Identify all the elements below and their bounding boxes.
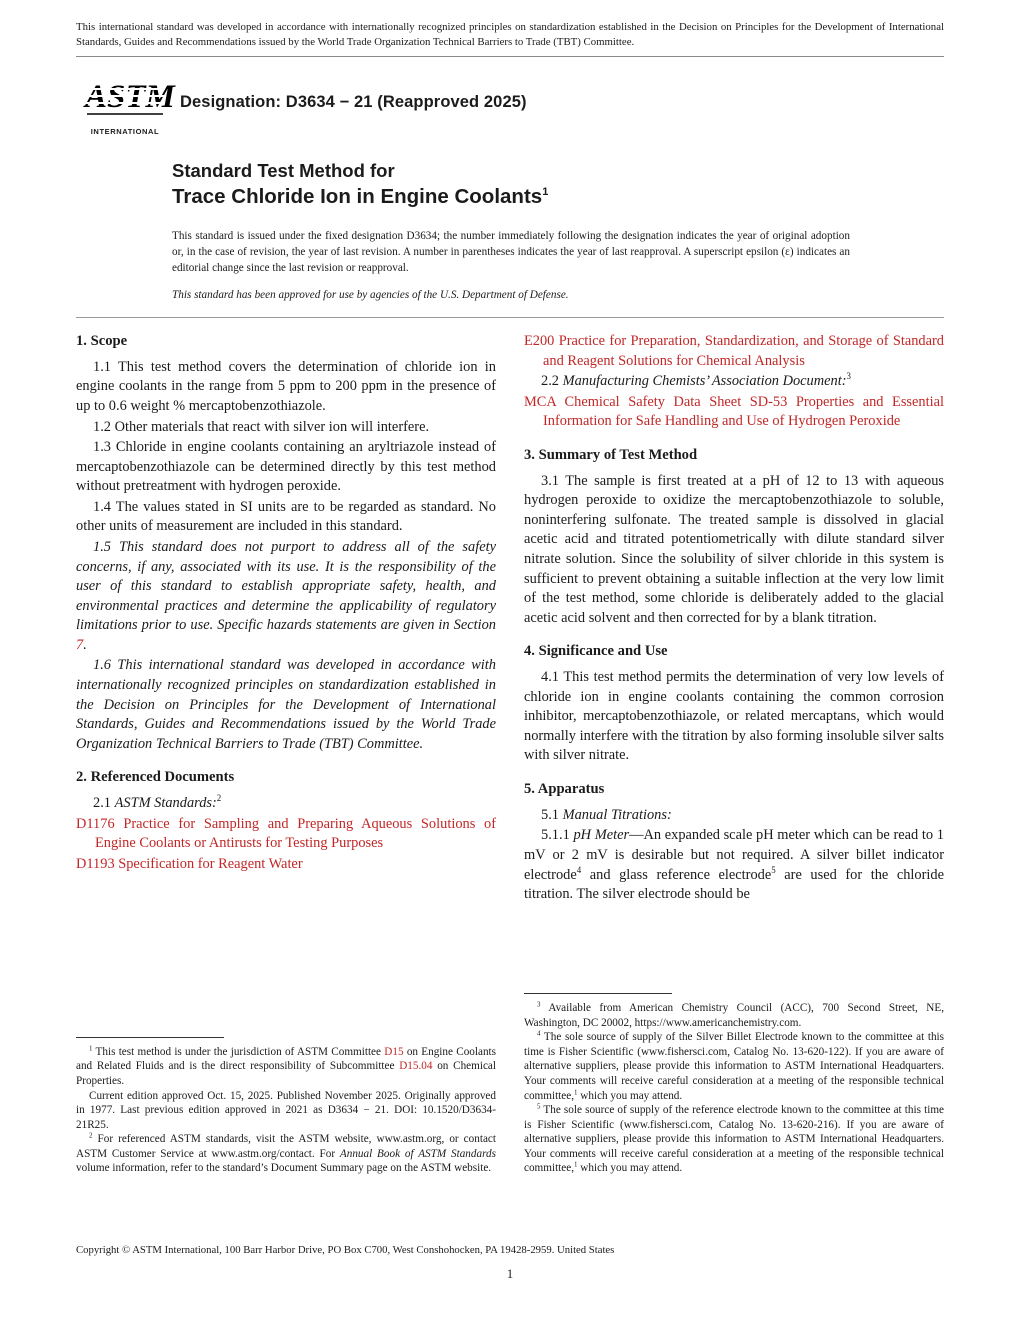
top-disclaimer: This international standard was developed in accordance with internationally recognized principles on standardization established in the Decision on Principles for the Development of International Standards, Guides and Recommendations issued by the World Trade Organization Technical Barriers to Trade (TBT) Committee.: [76, 21, 944, 49]
section-5-heading: 5. Apparatus: [524, 781, 605, 798]
para-2-2: [524, 372, 944, 392]
footnote-4-text-a: The sole source of supply of the Silver Billet Electrode known to the committee at this time is Fisher Scientific (www.fishersci.com, Catalog No. 13-620-122). If you are aware of alternative suppliers, please provide this information to ASTM International Headquarters. Your comments will receive careful consideration at a meeting of the responsible technical committee,: [524, 1031, 944, 1102]
left-column-main: [76, 330, 496, 876]
para-2-2-title: Manufacturing Chemists’ Association Document:: [562, 373, 847, 390]
para-1-4: 1.4 The values stated in SI units are to be regarded as standard. No other units of measurement are included in this standard.: [76, 498, 496, 535]
subcommittee-d15-04-link[interactable]: D15.04: [399, 1060, 433, 1073]
footnote-3-marker: 3: [537, 1000, 541, 1009]
para-1-1: 1.1 This test method covers the determination of chloride ion in engine coolants in the range from 5 ppm to 200 ppm in the presence of up to 0.6 weight % mercaptobenzothiazole.: [76, 358, 496, 414]
astm-logo: [84, 69, 175, 137]
footnote-2-marker: 2: [89, 1131, 93, 1140]
para-5-1-1-text-a: —An expanded scale pH meter which can be read to 1 mV or 2 mV is desirable but not required. A silver billet indicator electrode: [524, 827, 945, 883]
footnote-2-text-a: For referenced ASTM standards, visit the ASTM website, www.astm.org, or contact ASTM Customer Service at www.astm.org/contact. For: [76, 1133, 496, 1160]
ref-mca-link[interactable]: MCA Chemical Safety Data Sheet SD-53 Properties and Essential Information for Safe Handling and Use of Hydrogen Peroxide: [524, 393, 944, 430]
para-2-1-num: 2.1: [93, 795, 115, 812]
footnote-2-book-title: Annual Book of ASTM Standards: [339, 1147, 496, 1160]
para-4-1: 4.1 This test method permits the determination of very low levels of chloride ion in engine coolants containing the common corrosion inhibitor, mercaptobenzothiazole, or related mercaptans, which would normally interfere with the titration by also forming insoluble silver salts with silver nitrate.: [524, 669, 944, 764]
para-1-5-end: .: [83, 636, 87, 653]
section-7-link[interactable]: 7: [76, 636, 84, 653]
para-5-1-num: 5.1: [541, 806, 563, 823]
para-1-5: [76, 538, 496, 655]
footnote-1-text-a: This test method is under the jurisdiction of ASTM Committee: [92, 1045, 385, 1058]
footnote-rule-left: [76, 1037, 224, 1038]
footnotes-right: [524, 993, 944, 1176]
footnote-4-text-b: which you may attend.: [577, 1089, 683, 1102]
footnote-5-text-a: The sole source of supply of the reference electrode known to the committee at this time is Fisher Scientific (www.fishersci.com, Catalog No. 13-620-216). If you are aware of alternative suppliers, please provide this information to ASTM International Headquarters. Your comments will receive careful consideration at a meeting of the responsible technical committee,: [524, 1104, 944, 1175]
footnote-1-text-c: on Chemical Properties.: [76, 1060, 496, 1087]
footnote-3-text: Available from American Chemistry Council (ACC), 700 Second Street, NE, Washington, DC 20002, https://www.americanchemistry.com.: [524, 1002, 944, 1029]
ref-d1193-link[interactable]: D1193 Specification for Reagent Water: [76, 855, 303, 872]
section-3-heading: 3. Summary of Test Method: [524, 446, 698, 463]
right-column-main: [524, 330, 944, 906]
ref-d1176-link[interactable]: D1176 Practice for Sampling and Preparing Aqueous Solutions of Engine Coolants or Antirusts for Testing Purposes: [76, 815, 496, 852]
svg-text:ASTM: ASTM: [85, 79, 175, 116]
footnote-4: [524, 1030, 944, 1103]
footnote-rule-right: [524, 993, 672, 994]
designation-value: D3634 − 21 (Reapproved 2025): [281, 93, 527, 112]
copyright-line: Copyright © ASTM International, 100 Barr Harbor Drive, PO Box C700, West Conshohocken, PA 19428-2959. United States: [76, 1244, 615, 1256]
footnote-5-inner-ref: 1: [574, 1160, 578, 1169]
document-title-line1: Standard Test Method for: [172, 160, 395, 182]
para-2-2-footnote-ref: 3: [846, 371, 851, 382]
footnote-4-ref: 4: [576, 864, 582, 875]
footnote-1-text-b: on Engine Coolants and Related Fluids and is the direct responsibility of Subcommittee: [76, 1045, 497, 1073]
para-1-2: 1.2 Other materials that react with silver ion will interfere.: [93, 418, 430, 435]
footnote-1: [76, 1045, 496, 1089]
para-2-1-footnote-ref: 2: [216, 793, 222, 804]
para-5-1-1-term: pH Meter: [573, 827, 630, 844]
footnote-4-marker: 4: [537, 1029, 541, 1038]
footnote-5-ref: 5: [771, 864, 776, 875]
page-number: 1: [506, 1267, 514, 1281]
para-2-1: [76, 794, 496, 814]
issuance-note: This standard is issued under the fixed designation D3634; the number immediately following the designation indicates the year of original adoption or, in the case of revision, the year of last revision. A number in parentheses indicates the year of last reapproval. A superscript epsilon (ε) indicates an editorial change since the last revision or reapproval.: [172, 230, 850, 275]
para-2-1-title: ASTM Standards:: [114, 795, 217, 812]
ref-e200-link[interactable]: E200 Practice for Preparation, Standardization, and Storage of Standard and Reagent Solutions for Chemical Analysis: [524, 332, 944, 369]
footnote-1-edition: Current edition approved Oct. 15, 2025. Published November 2025. Originally approved in 1977. Last previous edition approved in 2021 as D3634 − 21. DOI: 10.1520/D3634-21R25.: [76, 1089, 496, 1131]
right-column: [524, 330, 944, 1176]
para-2-2-num: 2.2: [541, 373, 563, 390]
footnote-5: [524, 1103, 944, 1176]
document-title-line2: [172, 185, 944, 209]
two-column-body: [0, 318, 1020, 1176]
designation: [180, 93, 527, 112]
section-2-heading: 2. Referenced Documents: [76, 769, 235, 786]
title-block: [0, 136, 1020, 209]
left-column: [76, 330, 496, 1176]
para-5-1-title: Manual Titrations:: [562, 806, 672, 823]
astm-logo-mark: [85, 69, 175, 121]
para-1-6: 1.6 This international standard was developed in accordance with internationally recognized principles on standardization established in the Decision on Principles for the Development of International Standards, Guides and Recommendations issued by the World Trade Organization Technical Barriers to Trade (TBT) Committee.: [76, 657, 496, 752]
footnote-1-marker: 1: [89, 1044, 93, 1053]
committee-d15-link[interactable]: D15: [384, 1045, 404, 1058]
footnote-3: [524, 1001, 944, 1030]
para-5-1-1-text-c: are used for the chloride titration. The silver electrode should be: [524, 866, 944, 903]
document-title-text: Trace Chloride Ion in Engine Coolants: [172, 185, 543, 209]
para-5-1-1: [524, 826, 944, 904]
footnote-4-inner-ref: 1: [574, 1087, 578, 1096]
designation-label: Designation:: [180, 93, 282, 112]
para-5-1-1-num: 5.1.1: [541, 827, 574, 844]
footnote-5-text-b: which you may attend.: [577, 1162, 683, 1175]
footnotes-left: [76, 1037, 496, 1176]
footnote-5-marker: 5: [537, 1102, 541, 1111]
section-4-heading: 4. Significance and Use: [524, 643, 668, 660]
para-1-5-text: 1.5 This standard does not purport to address all of the safety concerns, if any, associated with its use. It is the responsibility of the user of this standard to establish appropriate safety, health, and environmental practices and determine the applicability of regulatory limitations prior to use. Specific hazards statements are given in Section: [76, 538, 496, 634]
para-3-1: 3.1 The sample is first treated at a pH of 12 to 13 with aqueous hydrogen peroxide to oxidize the mercaptobenzothiazole to soluble, noninterfering sulfonate. The treated sample is dissolved in glacial acetic acid and titrated potentiometrically with dilute standard silver nitrate solution. Since the solubility of silver chloride in this system is sufficient to prevent obtaining a suitable inflection at the very low limit of the test method, some chloride is deliberately added to the glacial acetic acid solvent and then corrected for by a blank titration.: [524, 472, 944, 626]
para-1-3: 1.3 Chloride in engine coolants containing an aryltriazole instead of mercaptobenzothiazole can be determined directly by this test method without pretreatment with hydrogen peroxide.: [76, 439, 496, 495]
title-footnote-ref: 1: [542, 186, 549, 199]
footnote-2: [76, 1132, 496, 1176]
header: [0, 57, 1020, 136]
para-5-1: [524, 806, 944, 826]
dod-approval-note: This standard has been approved for use by agencies of the U.S. Department of Defense.: [172, 288, 569, 301]
para-5-1-1-text-b: and glass reference electrode: [581, 866, 772, 883]
logo-subtitle: INTERNATIONAL: [90, 127, 160, 137]
section-1-heading: 1. Scope: [76, 332, 128, 349]
footnote-2-text-b: volume information, refer to the standard’s Document Summary page on the ASTM website.: [76, 1162, 492, 1175]
